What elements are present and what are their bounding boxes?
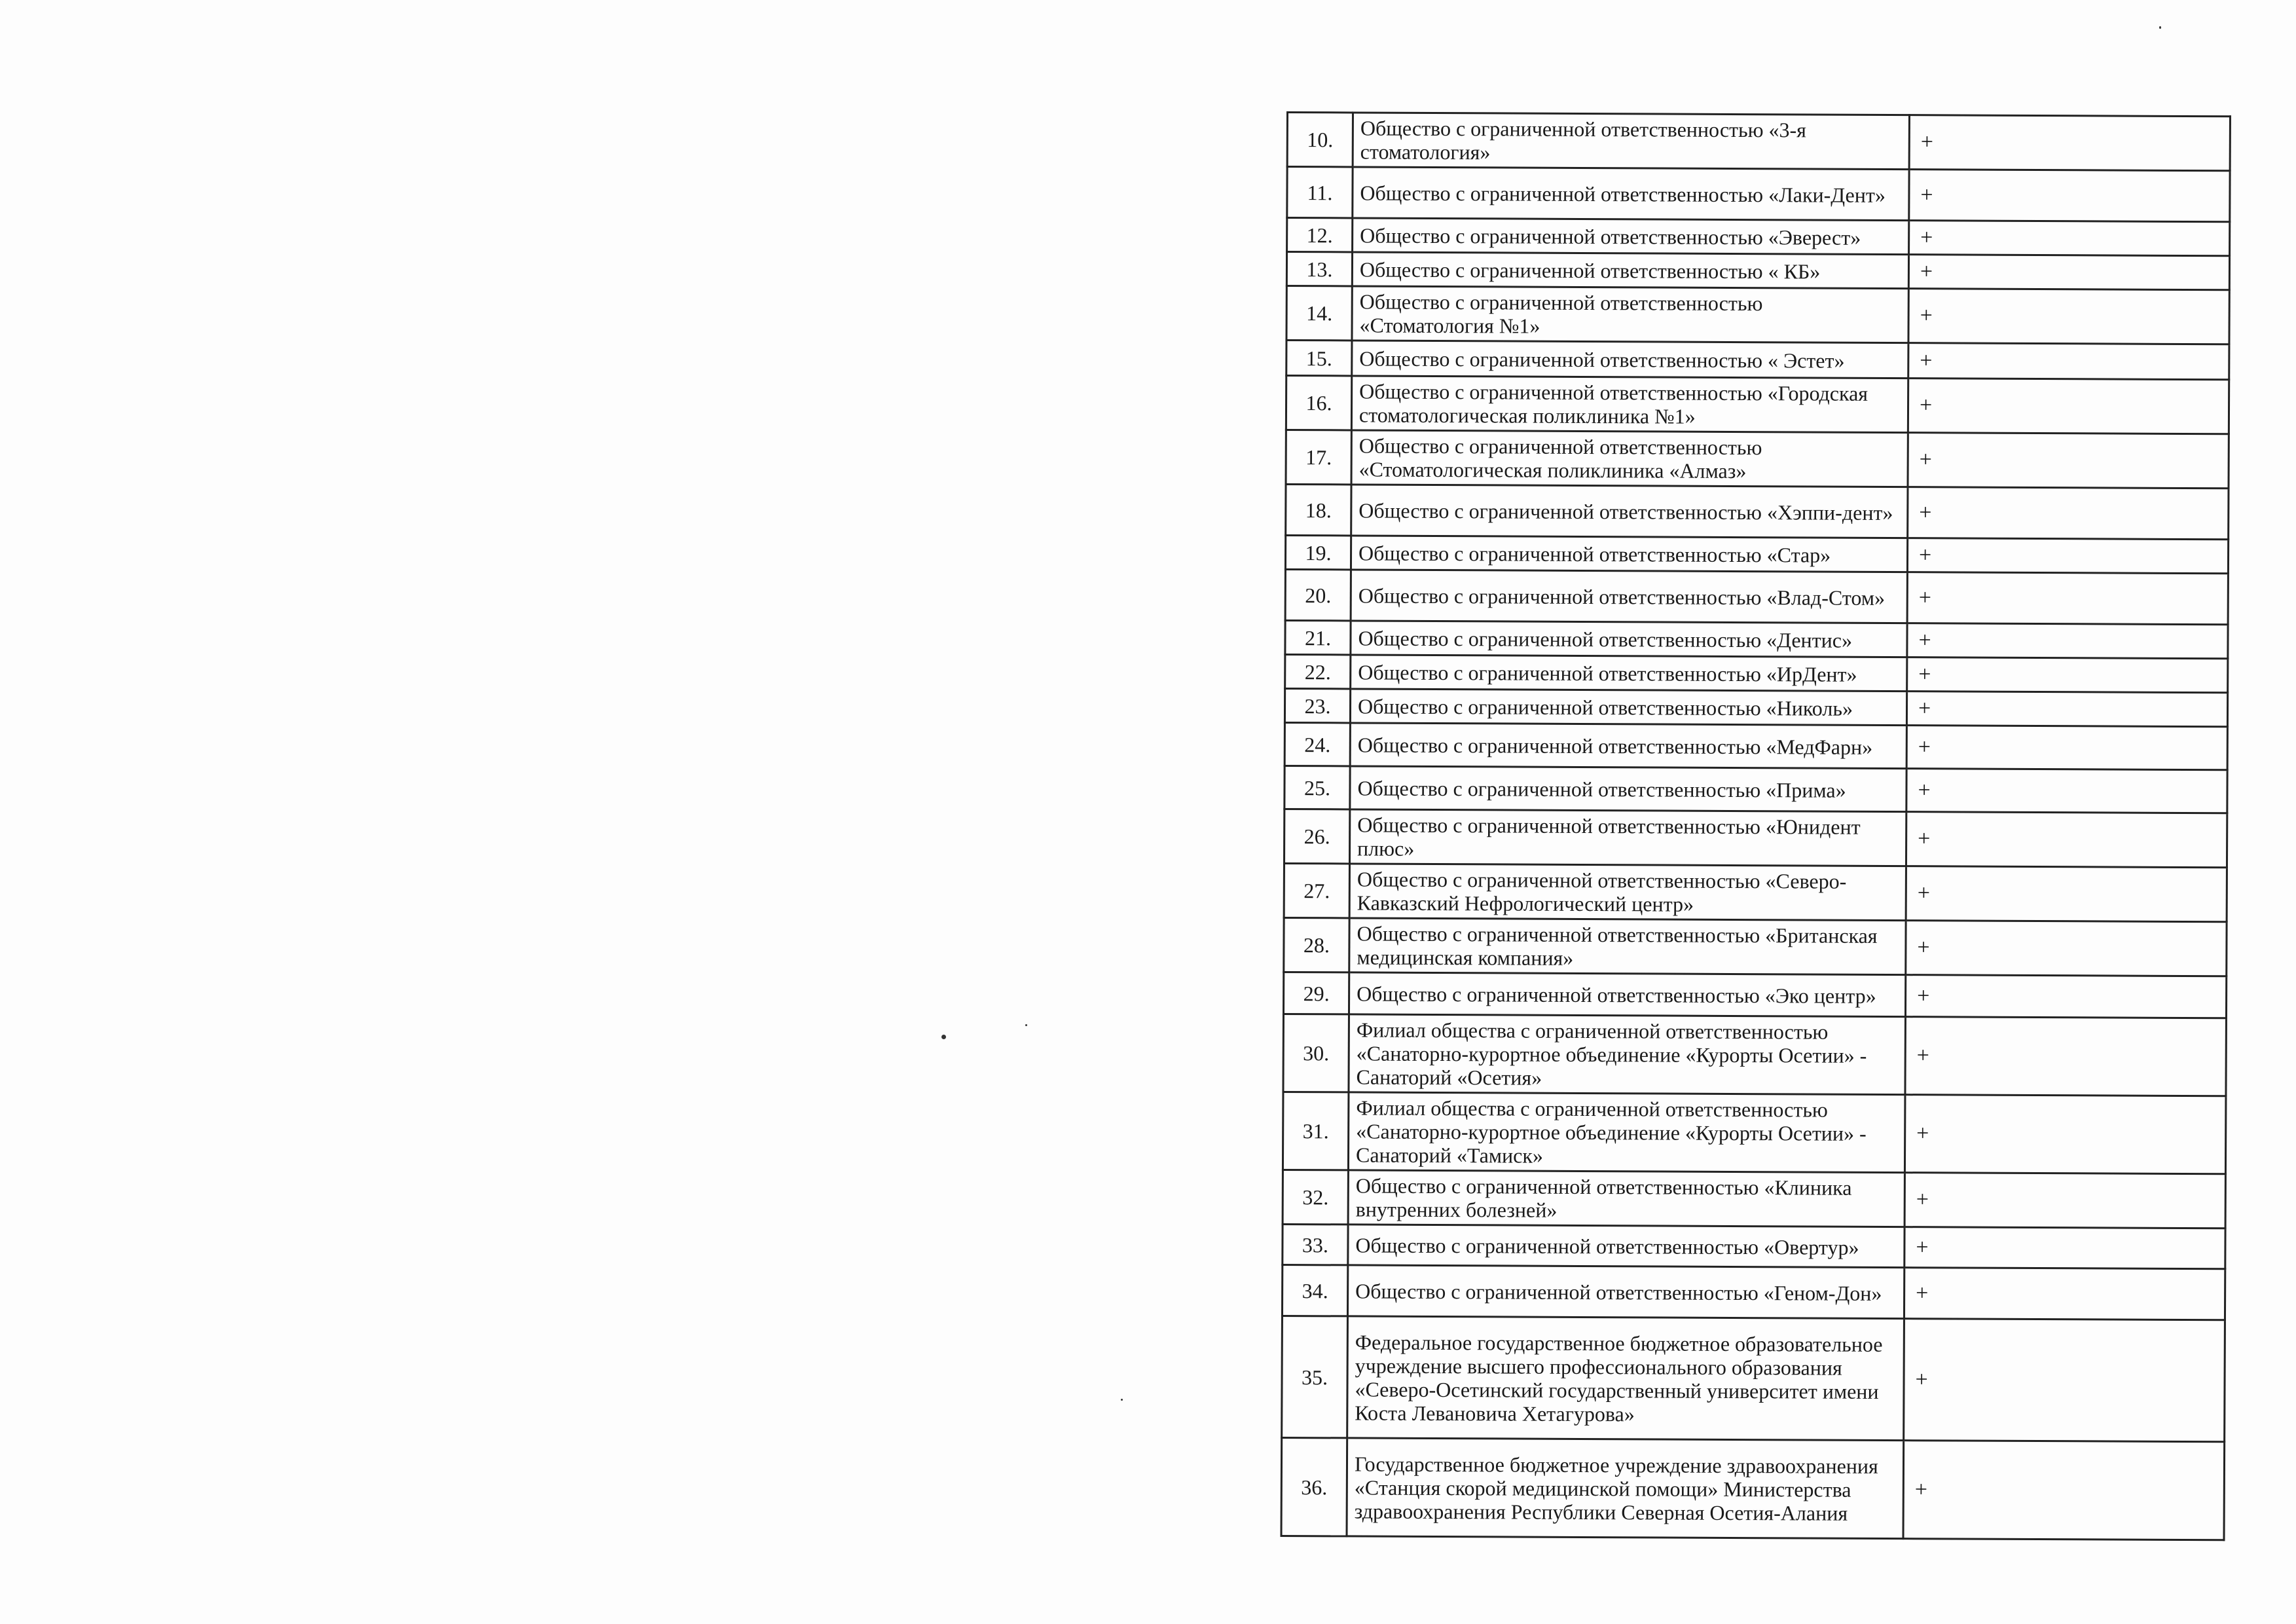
organization-name: Общество с ограниченной ответственностью «Стоматологическая поликлиника «Алмаз»: [1351, 430, 1908, 487]
plus-mark: +: [1903, 1441, 2225, 1540]
organization-name: Общество с ограниченной ответственностью «Британская медицинская компания»: [1349, 918, 1906, 975]
row-number: 23.: [1285, 688, 1350, 722]
table-row: [1285, 620, 2228, 658]
scan-speck: [1025, 1024, 1027, 1026]
organization-name: Общество с ограниченной ответственностью «ИрДент»: [1351, 655, 1907, 692]
row-number: 20.: [1285, 569, 1351, 620]
table-row: [1286, 430, 2229, 489]
table-row: [1283, 1014, 2227, 1096]
plus-mark: +: [1906, 692, 2227, 727]
table-row: [1284, 863, 2227, 921]
table-row: [1283, 1170, 2225, 1228]
plus-mark: +: [1905, 1017, 2227, 1096]
plus-mark: +: [1907, 572, 2228, 625]
table-row: [1283, 1224, 2225, 1268]
plus-mark: +: [1908, 255, 2229, 290]
row-number: 30.: [1283, 1014, 1349, 1092]
plus-mark: +: [1909, 221, 2230, 256]
organization-name: Общество с ограниченной ответственностью «Влад-Стом»: [1351, 570, 1907, 623]
row-number: 35.: [1282, 1316, 1348, 1437]
plus-mark: +: [1906, 726, 2227, 770]
table-row: [1287, 218, 2230, 256]
row-number: 33.: [1283, 1224, 1348, 1264]
organization-name: Государственное бюджетное учреждение здравоохранения «Станция скорой медицинской помощи» Министерства здравоохранения Республики Северная Осетия-Алания: [1347, 1438, 1904, 1539]
organization-name: Филиал общества с ограниченной ответственностью «Санаторно-курортное объединение «Курорты Осетии» - Санаторий «Тамиск»: [1348, 1092, 1905, 1173]
table-row: [1286, 485, 2229, 540]
row-number: 18.: [1286, 485, 1351, 536]
plus-mark: +: [1904, 1319, 2225, 1442]
table-row: [1285, 569, 2228, 624]
plus-mark: +: [1908, 487, 2229, 540]
table-row: [1283, 972, 2226, 1018]
plus-mark: +: [1904, 1227, 2225, 1269]
table-row: [1281, 1437, 2225, 1540]
organization-name: Общество с ограниченной ответственностью «Эверест»: [1353, 218, 1909, 255]
organization-name: Общество с ограниченной ответственностью «Юнидент плюс»: [1349, 809, 1906, 866]
table-row: [1284, 917, 2227, 976]
plus-mark: +: [1908, 433, 2229, 489]
organization-name: Общество с ограниченной ответственностью «Дентис»: [1351, 621, 1907, 657]
table-row: [1287, 113, 2230, 171]
table-row: [1286, 341, 2229, 380]
plus-mark: +: [1907, 538, 2228, 574]
row-number: 24.: [1285, 722, 1350, 766]
row-number: 16.: [1286, 376, 1351, 430]
row-number: 17.: [1286, 430, 1351, 485]
table-row: [1285, 688, 2227, 726]
organization-name: Общество с ограниченной ответственностью «Николь»: [1350, 689, 1906, 726]
scan-speck: [2159, 26, 2161, 29]
organization-name: Общество с ограниченной ответственностью «Клиника внутренних болезней»: [1348, 1170, 1904, 1227]
table-row: [1286, 376, 2229, 434]
plus-mark: +: [1906, 921, 2227, 976]
row-number: 31.: [1283, 1092, 1349, 1170]
plus-mark: +: [1907, 657, 2228, 693]
plus-mark: +: [1908, 378, 2229, 434]
plus-mark: +: [1909, 115, 2230, 171]
scan-speck: [1121, 1399, 1123, 1401]
organization-name: Общество с ограниченной ответственностью «Стоматология №1»: [1352, 286, 1908, 343]
row-number: 13.: [1286, 252, 1352, 286]
organization-name: Общество с ограниченной ответственностью « КБ»: [1352, 252, 1908, 289]
plus-mark: +: [1907, 623, 2228, 659]
row-number: 27.: [1284, 863, 1349, 917]
row-number: 29.: [1283, 972, 1349, 1014]
table-row: [1284, 809, 2227, 867]
organization-name: Общество с ограниченной ответственностью «Лаки-Дент»: [1353, 167, 1909, 221]
table-row: [1287, 167, 2230, 222]
row-number: 15.: [1286, 341, 1352, 376]
row-number: 21.: [1285, 620, 1351, 654]
organization-name: Общество с ограниченной ответственностью «МедФарн»: [1350, 723, 1906, 769]
plus-mark: +: [1906, 769, 2227, 813]
row-number: 10.: [1287, 113, 1353, 167]
organization-name: Общество с ограниченной ответственностью « Эстет»: [1352, 341, 1908, 378]
table-row: [1285, 766, 2227, 813]
plus-mark: +: [1904, 1095, 2226, 1174]
table-row: [1282, 1264, 2225, 1320]
table-row: [1286, 252, 2229, 290]
scan-speck: [941, 1035, 946, 1039]
organization-name: Общество с ограниченной ответственностью «Эко центр»: [1349, 972, 1905, 1017]
plus-mark: +: [1906, 866, 2227, 922]
table-row: [1286, 286, 2229, 344]
organization-name: Филиал общества с ограниченной ответственностью «Санаторно-курортное объединение «Курорты Осетии» - Санаторий «Осетия»: [1349, 1014, 1906, 1095]
row-number: 19.: [1285, 536, 1351, 570]
plus-mark: +: [1908, 343, 2229, 380]
row-number: 14.: [1286, 286, 1352, 341]
plus-mark: +: [1904, 1268, 2225, 1320]
row-number: 12.: [1287, 218, 1353, 252]
organization-name: Общество с ограниченной ответственностью «Стар»: [1351, 536, 1907, 572]
table-row: [1285, 722, 2227, 769]
row-number: 34.: [1282, 1264, 1347, 1316]
table-row: [1282, 1316, 2225, 1441]
organization-name: Общество с ограниченной ответственностью «Геном-Дон»: [1347, 1265, 1904, 1319]
organization-name: Общество с ограниченной ответственностью «Хэппи-дент»: [1351, 485, 1908, 538]
row-number: 28.: [1284, 917, 1349, 972]
organization-name: Федеральное государственное бюджетное образовательное учреждение высшего профессионального образования «Северо-Осетинский государственный университет имени Коста Левановича Хетагурова»: [1347, 1316, 1904, 1441]
plus-mark: +: [1905, 975, 2226, 1018]
plus-mark: +: [1908, 289, 2229, 344]
row-number: 22.: [1285, 654, 1351, 688]
plus-mark: +: [1906, 812, 2227, 868]
organization-name: Общество с ограниченной ответственностью «Прима»: [1350, 766, 1906, 812]
organization-name: Общество с ограниченной ответственностью «Северо-Кавказский Нефрологический центр»: [1349, 864, 1906, 921]
organization-name: Общество с ограниченной ответственностью «3-я стоматология»: [1353, 113, 1909, 170]
table-row: [1283, 1092, 2226, 1173]
organization-name: Общество с ограниченной ответственностью «Овертур»: [1348, 1225, 1904, 1268]
row-number: 36.: [1281, 1437, 1347, 1536]
row-number: 26.: [1284, 809, 1349, 863]
plus-mark: +: [1904, 1173, 2225, 1228]
row-number: 25.: [1285, 766, 1350, 809]
organizations-table: [1281, 111, 2231, 1541]
row-number: 11.: [1287, 167, 1353, 218]
table-row: [1285, 536, 2228, 574]
table-row: [1285, 654, 2228, 692]
plus-mark: +: [1909, 170, 2230, 222]
row-number: 32.: [1283, 1170, 1348, 1224]
organization-name: Общество с ограниченной ответственностью «Городская стоматологическая поликлиника №1»: [1351, 376, 1908, 433]
